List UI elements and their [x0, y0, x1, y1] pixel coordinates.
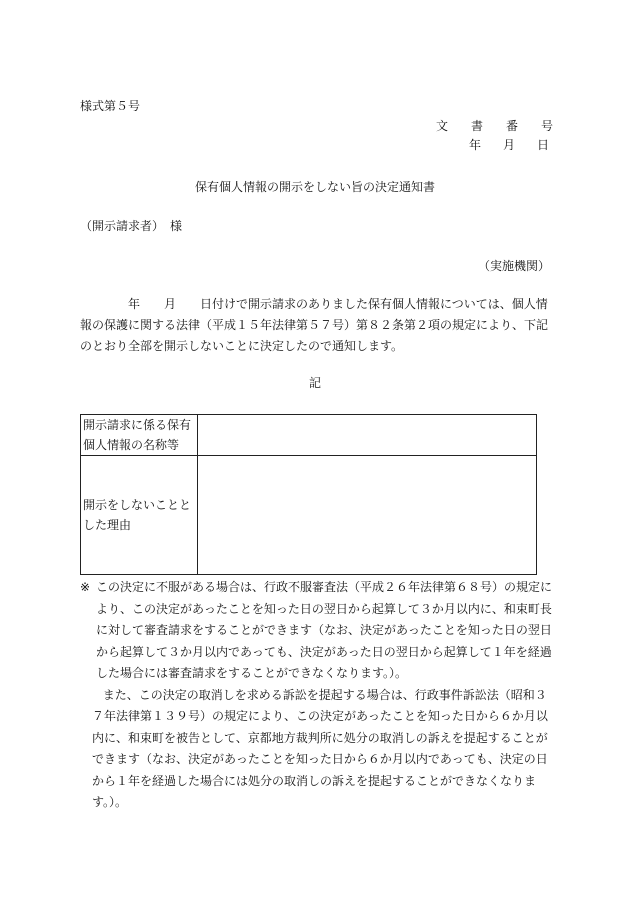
row-label-reason: 開示をしないこととした理由 — [81, 456, 198, 575]
doc-number-char: 号 — [540, 119, 553, 133]
agency-line: （実施機関） — [477, 259, 550, 273]
body-paragraph — [80, 294, 556, 357]
recipient-line: （開示請求者） 様 — [80, 219, 183, 233]
document-number — [436, 118, 553, 135]
doc-number-char: 番 — [505, 119, 518, 133]
body-text: 年 月 日付けで開示請求のありました保有個人情報については、個人情報の保護に関する法律（平成１５年法律第５７号）第８２条第２項の規定により、下記のとおり全部を開示しないことに決定したので通知します。 — [80, 297, 549, 353]
table-row — [81, 456, 537, 575]
row-label-info-name: 開示請求に係る保有個人情報の名称等 — [81, 415, 198, 456]
date-day: 日 — [536, 138, 549, 152]
document-date — [469, 137, 549, 154]
notes-section — [80, 577, 556, 814]
note-text-appeal: この決定に不服がある場合は、行政不服審査法（平成２６年法律第６８号）の規定により、この決定があったことを知った日の翌日から起算して３か月以内に、和束町長に対して審査請求をすることができます（なお、決定があったことを知った日の翌日から起算して３か月以内であっても、決定があった日の翌日から起算して１年を経過した場合には審査請求をすることができなくなります。）。 — [96, 580, 553, 680]
row-value-reason — [198, 456, 537, 575]
doc-number-char: 書 — [470, 119, 483, 133]
note-mark: ※ — [80, 580, 91, 594]
note-item — [80, 577, 556, 685]
document-title: 保有個人情報の開示をしない旨の決定通知書 — [194, 180, 435, 194]
doc-number-char: 文 — [436, 119, 449, 133]
note-text-lawsuit: また、この決定の取消しを求める訴訟を提起する場合は、行政事件訴訟法（昭和３７年法律第１３９号）の規定により、この決定があったことを知った日から６か月以内に、和束町を被告として、京都地方裁判所に処分の取消しの訴えを提起することができます（なお、決定があったことを知った日から６か月以内であっても、決定の日から１年を経過した場合には処分の取消しの訴えを提起することができなくなります。）。 — [92, 687, 548, 809]
ki-heading: 記 — [308, 376, 321, 390]
form-number: 様式第５号 — [80, 99, 141, 113]
row-value-info-name — [198, 415, 537, 456]
date-month: 月 — [502, 138, 515, 152]
table-row — [81, 415, 537, 456]
info-table — [80, 414, 537, 575]
date-year: 年 — [469, 138, 482, 152]
